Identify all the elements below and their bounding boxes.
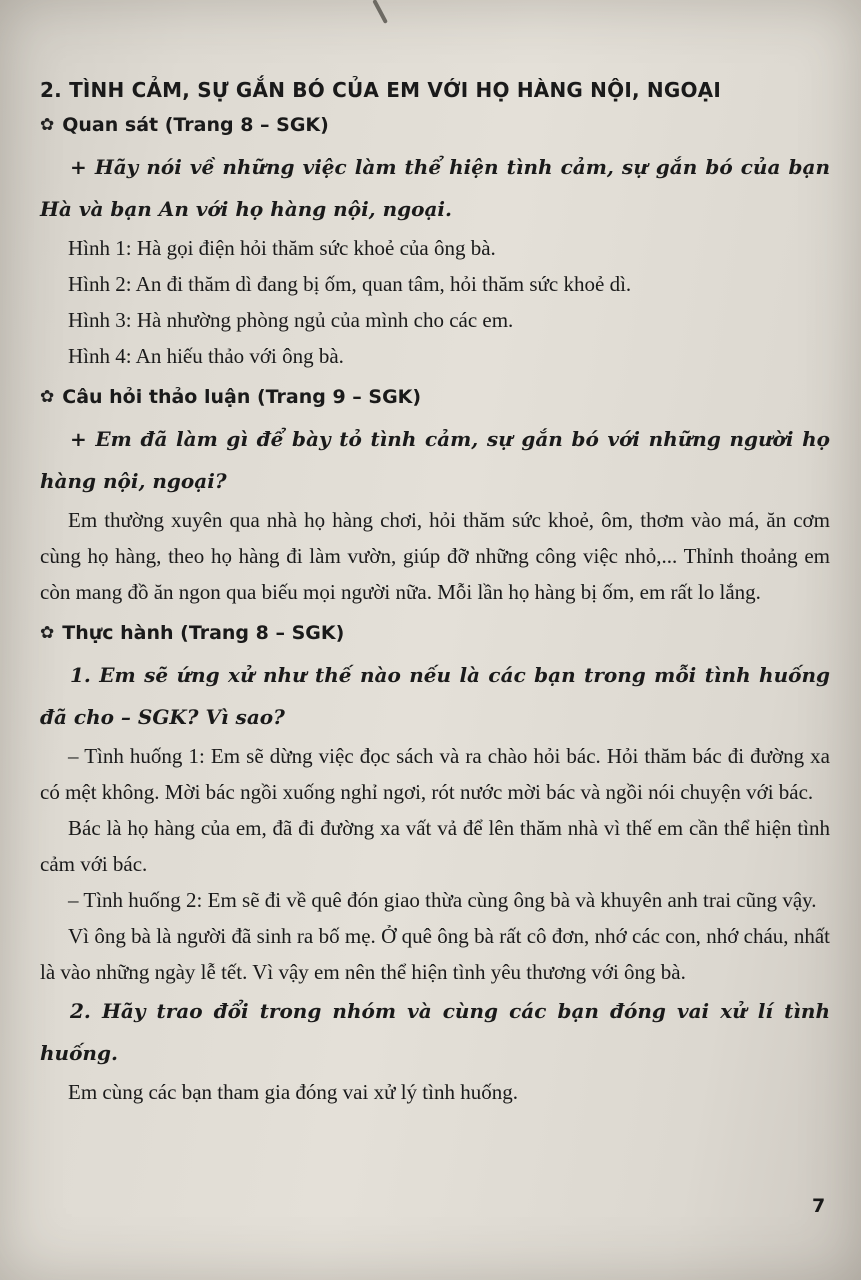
- observe-answer-3: Hình 3: Hà nhường phòng ngủ của mình cho các em.: [68, 308, 514, 332]
- situation-2-answer: – Tình huống 2: Em sẽ đi về quê đón giao thừa cùng ông bà và khuyên anh trai cũng vậy.: [68, 888, 817, 912]
- discussion-answer: Em thường xuyên qua nhà họ hàng chơi, hỏi thăm sức khoẻ, ôm, thơm vào má, ăn cơm cùng họ hàng, theo họ hàng đi làm vườn, giúp đỡ những công việc nhỏ,... Thỉnh thoảng em còn mang đồ ăn ngon qua biếu mọi người nữa. Mỗi lần họ hàng bị ốm, em rất lo lắng.: [40, 508, 830, 604]
- situation-1-answer: – Tình huống 1: Em sẽ dừng việc đọc sách và ra chào hỏi bác. Hỏi thăm bác đi đường xa có mệt không. Mời bác ngồi xuống nghỉ ngơi, rót nước mời bác và ngồi nói chuyện với bác.: [40, 744, 830, 804]
- observe-answer-2: Hình 2: An đi thăm dì đang bị ốm, quan tâm, hỏi thăm sức khoẻ dì.: [68, 272, 632, 296]
- observe-answer-1: Hình 1: Hà gọi điện hỏi thăm sức khoẻ của ông bà.: [68, 236, 496, 260]
- observe-label: Quan sát (Trang 8 – SGK): [62, 114, 329, 136]
- observe-question: + Hãy nói về những việc làm thể hiện tình cảm, sự gắn bó của bạn Hà và bạn An với họ hàng nội, ngoại.: [40, 155, 830, 221]
- discussion-label: Câu hỏi thảo luận (Trang 9 – SGK): [62, 386, 422, 408]
- observe-answer-4: Hình 4: An hiếu thảo với ông bà.: [68, 344, 344, 368]
- situation-1-reason: Bác là họ hàng của em, đã đi đường xa vất vả để lên thăm nhà vì thế em cần thể hiện tình cảm với bác.: [40, 816, 830, 876]
- page-content: [40, 78, 830, 1110]
- discussion-heading: [40, 386, 830, 408]
- flower-icon: ✿: [40, 623, 55, 643]
- discussion-question: + Em đã làm gì để bày tỏ tình cảm, sự gắn bó với những người họ hàng nội, ngoại?: [40, 427, 830, 493]
- page-number: 7: [812, 1195, 826, 1217]
- practice-question-1: 1. Em sẽ ứng xử như thế nào nếu là các bạn trong mỗi tình huống đã cho – SGK? Vì sao?: [40, 663, 830, 729]
- situation-2-reason: Vì ông bà là người đã sinh ra bố mẹ. Ở quê ông bà rất cô đơn, nhớ các con, nhớ cháu, nhất là vào những ngày lễ tết. Vì vậy em nên thể hiện tình yêu thương với ông bà.: [40, 924, 830, 984]
- practice-answer-2: Em cùng các bạn tham gia đóng vai xử lý tình huống.: [68, 1080, 518, 1104]
- flower-icon: ✿: [40, 387, 55, 407]
- observe-heading: [40, 114, 830, 136]
- section-title: 2. TÌNH CẢM, SỰ GẮN BÓ CỦA EM VỚI HỌ HÀNG NỘI, NGOẠI: [40, 78, 721, 102]
- page-crease-mark: [372, 0, 388, 24]
- flower-icon: ✿: [40, 115, 55, 135]
- practice-heading: [40, 622, 830, 644]
- practice-question-2: 2. Hãy trao đổi trong nhóm và cùng các bạn đóng vai xử lí tình huống.: [40, 999, 830, 1065]
- practice-label: Thực hành (Trang 8 – SGK): [62, 622, 345, 644]
